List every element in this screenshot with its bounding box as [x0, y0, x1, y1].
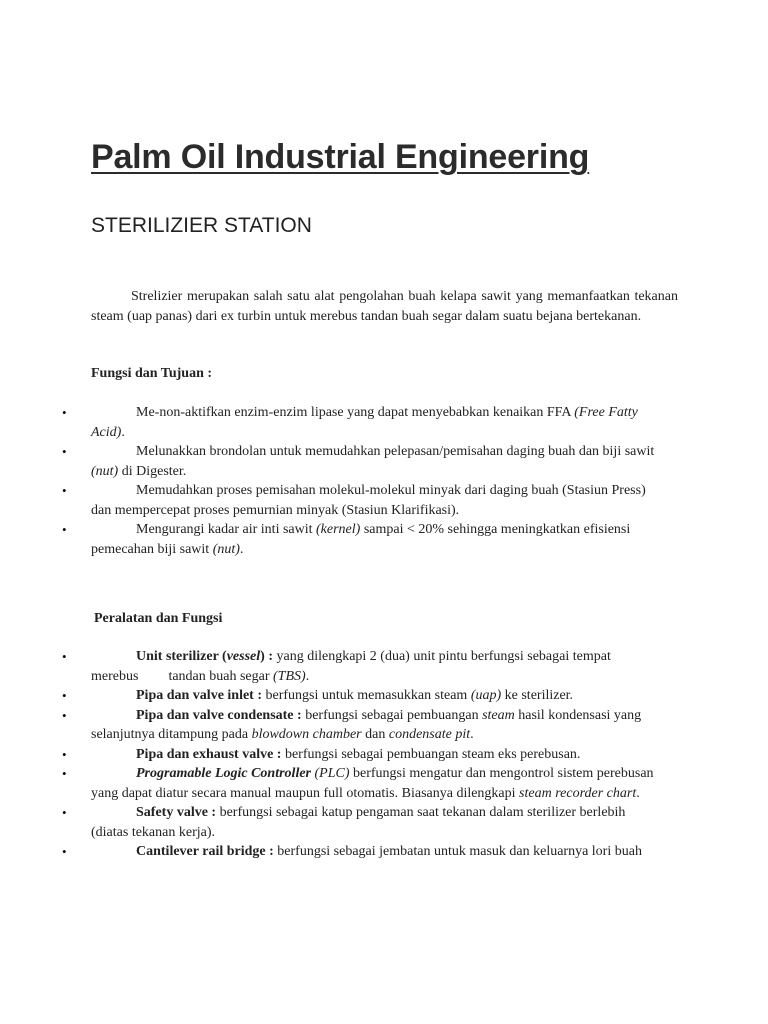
list-item: • Unit sterilizer (vessel) : yang dilengkapi 2 (dua) unit pintu berfungsi sebagai tempat merebus tandan buah segar (TBS).	[62, 649, 611, 684]
bullet-icon: •	[62, 405, 67, 420]
bullet-icon: •	[62, 688, 67, 703]
bullet-icon: •	[62, 649, 67, 664]
list-item: • Mengurangi kadar air inti sawit (kernel) sampai < 20% sehingga meningkatkan efisiensi pemecahan biji sawit (nut).	[62, 522, 631, 557]
list-item: • Melunakkan brondolan untuk memudahkan pelepasan/pemisahan daging buah dan biji sawit (nut) di Digester.	[62, 444, 655, 479]
list-item: • Me-non-aktifkan enzim-enzim lipase yang dapat menyebabkan kenaikan FFA (Free Fatty Acid).	[62, 405, 638, 440]
fungsi-list	[0, 403, 658, 559]
bullet-icon: •	[62, 844, 67, 859]
list-item: • Cantilever rail bridge : berfungsi sebagai jembatan untuk masuk dan keluarnya lori buah	[0, 842, 658, 862]
bullet-icon: •	[62, 444, 67, 459]
bullet-icon: •	[62, 522, 67, 537]
list-item: • Pipa dan exhaust valve : berfungsi sebagai pembuangan steam eks perebusan.	[0, 745, 658, 765]
intro-paragraph: Strelizier merupakan salah satu alat pengolahan buah kelapa sawit yang memanfaatkan tekanan steam (uap panas) dari ex turbin untuk merebus tandan buah segar dalam suatu bejana bertekanan.	[91, 289, 678, 324]
list-item: • Pipa dan valve condensate : berfungsi sebagai pembuangan steam hasil kondensasi yang selanjutnya ditampung pada blowdown chamber dan condensate pit.	[62, 707, 642, 742]
bullet-icon: •	[62, 766, 67, 781]
list-item: • Programable Logic Controller (PLC) berfungsi mengatur dan mengontrol sistem perebusan yang dapat diatur secara manual maupun full otomatis. Biasanya dilengkapi steam recorder chart.	[62, 766, 654, 801]
bullet-icon: •	[62, 707, 67, 723]
bullet-icon: •	[62, 746, 67, 762]
bullet-icon: •	[62, 805, 67, 820]
list-item: • Safety valve : berfungsi sebagai katup pengaman saat tekanan dalam sterilizer berlebih (diatas tekanan kerja).	[62, 805, 626, 840]
fungsi-heading: Fungsi dan Tujuan :	[91, 366, 213, 381]
list-item: • Memudahkan proses pemisahan molekul-molekul minyak dari daging buah (Stasiun Press) dan mempercepat proses pemurnian minyak (Stasiun Klarifikasi).	[62, 483, 646, 518]
page-title: Palm Oil Industrial Engineering	[91, 138, 590, 176]
peralatan-heading: Peralatan dan Fungsi	[94, 611, 223, 626]
section-title: STERILIZIER STATION	[91, 214, 312, 237]
list-item: • Pipa dan valve inlet : berfungsi untuk memasukkan steam (uap) ke sterilizer.	[0, 686, 658, 706]
peralatan-list	[0, 647, 658, 862]
bullet-icon: •	[62, 483, 67, 498]
